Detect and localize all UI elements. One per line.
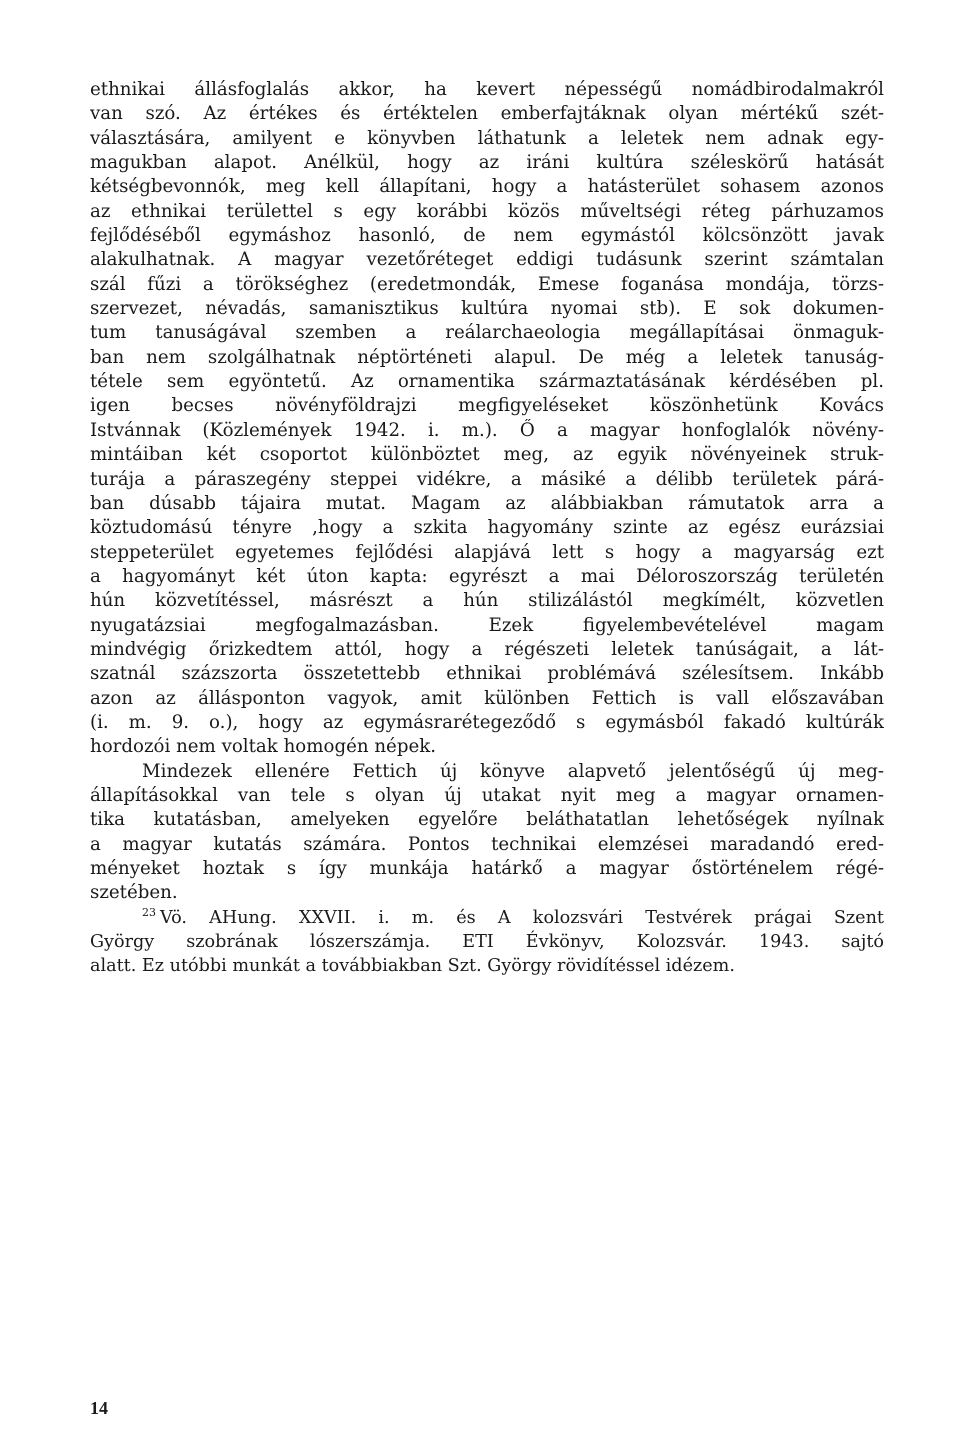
page-number: 14 [90,1398,108,1418]
text-line: szervezet, névadás, samanisztikus kultúra nyomai stb). E sok dokumen- [90,298,884,320]
text-line: nyugatázsiai megfogalmazásban. Ezek figyelembevételével magam [90,614,884,636]
text-line: turája a páraszegény steppei vidékre, a másiké a délibb területek párá- [90,468,884,490]
text-line: ban dúsabb tájaira mutat. Magam az alábbiakban rámutatok arra a [90,492,884,514]
text-line: Mindezek ellenére Fettich új könyve alapvető jelentőségű új meg- [142,760,884,782]
text-line: magukban alapot. Anélkül, hogy az iráni kultúra széleskörű hatását [90,152,884,174]
footnote [90,906,884,979]
text-line: választására, amilyent e könyvben láthatunk a leletek nem adnak egy- [90,127,884,149]
page-text [90,78,884,979]
footnote-line: György szobrának lószerszámja. ETI Évkönyv, Kolozsvár. 1943. sajtó [90,932,884,953]
text-line: tum tanuságával szemben a reálarchaeologia megállapításai önmaguk- [90,322,884,344]
text-line: hún közvetítéssel, másrészt a hún stilizálástól megkímélt, közvetlen [90,590,884,612]
text-line: szetében. [90,882,178,904]
text-line: ethnikai állásfoglalás akkor, ha kevert népességű nomádbirodalmakról [90,79,884,100]
text-line: szál fűzi a törökséghez (eredetmondák, Emese foganása mondája, törzs- [90,273,884,295]
text-line: alakulhatnak. A magyar vezetőréteget eddigi tudásunk szerint számtalan [90,249,884,271]
text-line: az ethnikai területtel s egy korábbi közös műveltségi réteg párhuzamos [90,200,884,222]
text-line: tika kutatásban, amelyeken egyelőre beláthatatlan lehetőségek nyílnak [90,809,884,831]
text-line: steppeterület egyetemes fejlődési alapjává lett s hogy a magyarság ezt [90,541,884,563]
text-line: ban nem szolgálhatnak néptörténeti alapul. De még a leletek tanuság- [90,346,884,368]
text-line: mintáiban két csoportot különböztet meg, az egyik növényeinek struk- [90,444,884,466]
text-line: köztudomású tényre ,hogy a szkita hagyomány szinte az egész eurázsiai [90,517,884,539]
text-line: (i. m. 9. o.), hogy az egymásrarétegeződő s egymásból fakadó kultúrák [90,711,884,733]
text-line: hordozói nem voltak homogén népek. [90,736,437,758]
footnote-text: Vö. AHung. XXVII. i. m. és A kolozsvári Testvérek prágai Szent [160,907,884,928]
text-line: fejlődéséből egymáshoz hasonló, de nem egymástól kölcsönzött javak [90,225,884,247]
text-line: azon az állásponton vagyok, amit különben Fettich is vall előszavában [90,687,884,709]
footnote-line: alatt. Ez utóbbi munkát a továbbiakban Szt. György rövidítéssel idézem. [90,956,735,977]
text-line: szatnál százszorta összetettebb ethnikai problémává szélesítsem. Inkább [90,663,884,685]
text-line: állapításokkal van tele s olyan új utakat nyit meg a magyar ornamen- [90,784,884,806]
text-line: van szó. Az értékes és értéktelen emberfajtáknak olyan mértékű szét- [90,103,884,125]
text-line: a hagyományt két úton kapta: egyrészt a mai Déloroszország területén [90,565,884,587]
text-line: tétele sem egyöntetű. Az ornamentika származtatásának kérdésében pl. [90,371,884,393]
footnote-line [90,906,884,930]
paragraph-2 [90,760,884,906]
text-line: a magyar kutatás számára. Pontos technikai elemzései maradandó ered- [90,833,884,855]
text-line: kétségbevonnók, meg kell állapítani, hogy a hatásterület sohasem azonos [90,176,884,198]
paragraph-1 [90,78,884,760]
text-line: Istvánnak (Közlemények 1942. i. m.). Ő a magyar honfoglalók növény- [90,419,884,441]
text-line: mindvégig őrizkedtem attól, hogy a régészeti leletek tanúságait, a lát- [90,638,884,660]
text-line: ményeket hoztak s így munkája határkő a magyar őstörténelem régé- [90,858,884,879]
text-line: igen becses növényföldrajzi megfigyeléseket köszönhetünk Kovács [90,395,884,417]
footnote-marker: 23 [142,905,156,919]
